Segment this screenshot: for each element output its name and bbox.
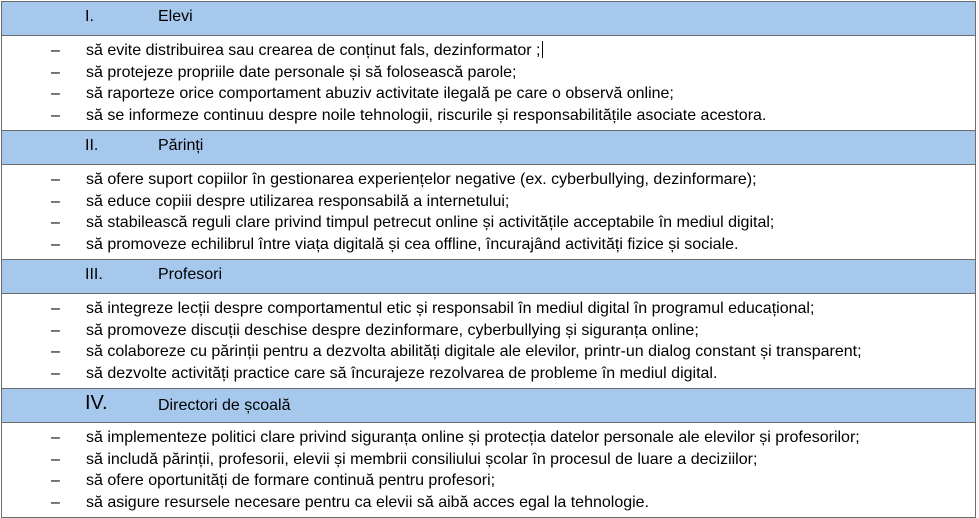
list-item	[2, 212, 975, 234]
list-item	[2, 83, 975, 105]
section-title: Elevi	[158, 8, 193, 25]
section-number: IV.	[85, 392, 108, 414]
bullet-dash: –	[51, 450, 60, 468]
bullet-dash: –	[51, 63, 60, 81]
list-item-text: să implementeze politici clare privind siguranța online și protecția datelor personale ale elevilor și profesorilor;	[86, 429, 860, 446]
section-header-parinti	[2, 131, 975, 165]
section-body-elevi	[2, 36, 975, 131]
section-body-directori	[2, 423, 975, 517]
bullet-dash: –	[51, 364, 60, 382]
bullet-dash: –	[51, 85, 60, 102]
bullet-dash: –	[51, 42, 60, 59]
list-item-text: să stabilească reguli clare privind timpul petrecut online și activitățile acceptabile în mediul digital;	[86, 214, 775, 231]
section-body-parinti	[2, 165, 975, 260]
section-title: Profesori	[158, 266, 223, 283]
list-item-text: să protejeze propriile date personale și să folosească parole;	[86, 63, 517, 81]
bullet-dash: –	[51, 429, 60, 446]
responsibilities-table	[1, 1, 976, 518]
bullet-dash: –	[51, 300, 60, 317]
list-item	[2, 169, 975, 191]
bullet-dash: –	[51, 493, 60, 511]
list-item	[2, 105, 975, 127]
section-header-directori	[2, 389, 975, 423]
section-body-profesori	[2, 294, 975, 389]
bullet-dash: –	[51, 472, 60, 489]
list-item-text: să asigure resursele necesare pentru ca elevii să aibă acces egal la tehnologie.	[86, 493, 650, 511]
bullet-dash: –	[51, 214, 60, 231]
section-number: III.	[85, 266, 103, 283]
list-item	[2, 234, 975, 256]
list-item	[2, 40, 975, 62]
section-header-elevi	[2, 2, 975, 36]
list-item	[2, 191, 975, 213]
list-item-text: să raporteze orice comportament abuziv activitate ilegală pe care o observă online;	[86, 85, 674, 102]
list-item	[2, 363, 975, 385]
bullet-dash: –	[51, 343, 60, 360]
bullet-dash: –	[51, 192, 60, 210]
bullet-dash: –	[51, 171, 60, 188]
list-item-text: să integreze lecții despre comportamentul etic și responsabil în mediul digital în programul educațional;	[86, 300, 815, 317]
list-item-text: să educe copiii despre utilizarea responsabilă a internetului;	[86, 192, 510, 210]
list-item-text: să colaboreze cu părinții pentru a dezvolta abilități digitale ale elevilor, printr-un dialog constant și transparent;	[86, 343, 862, 360]
list-item	[2, 470, 975, 492]
section-title: Directori de școală	[158, 397, 291, 414]
list-item	[2, 449, 975, 471]
list-item-text: să dezvolte activități practice care să încurajeze rezolvarea de probleme în mediul digital.	[86, 364, 718, 382]
section-title: Părinți	[158, 137, 204, 154]
section-number: II.	[85, 137, 99, 154]
list-item	[2, 62, 975, 84]
bullet-dash: –	[51, 321, 60, 339]
list-item-text: să promoveze discuții deschise despre dezinformare, cyberbullying și siguranța online;	[86, 321, 699, 339]
list-item	[2, 492, 975, 514]
list-item	[2, 427, 975, 449]
list-item-text: să ofere oportunități de formare continuă pentru profesori;	[86, 472, 496, 489]
list-item	[2, 320, 975, 342]
text-cursor	[542, 41, 543, 58]
list-item-text: să ofere suport copiilor în gestionarea experiențelor negative (ex. cyberbullying, dezinformare);	[86, 171, 757, 188]
section-header-profesori	[2, 260, 975, 294]
list-item-text: să evite distribuirea sau crearea de conținut fals, dezinformator ;	[86, 42, 541, 59]
section-number: I.	[85, 8, 94, 25]
list-item-text: să includă părinții, profesorii, elevii și membrii consiliului școlar în procesul de luare a deciziilor;	[86, 450, 758, 468]
list-item-text: să promoveze echilibrul între viața digitală și cea offline, încurajând activități fizice și sociale.	[86, 235, 739, 253]
list-item	[2, 341, 975, 363]
list-item-text: să se informeze continuu despre noile tehnologii, riscurile și responsabilitățile asociate acestora.	[86, 106, 767, 124]
bullet-dash: –	[51, 235, 60, 253]
list-item	[2, 298, 975, 320]
bullet-dash: –	[51, 106, 60, 124]
